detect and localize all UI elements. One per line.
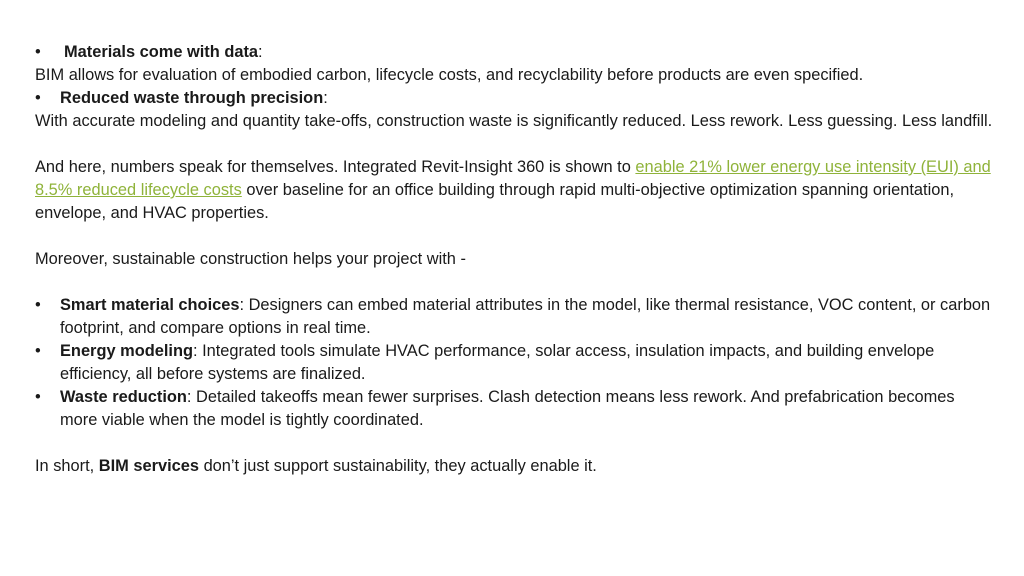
bullet-reduced-waste [35,87,995,110]
bullet-title-waste-reduction: Waste reduction [60,388,187,406]
bullet-materials [35,41,995,64]
bullet-dot: • [35,43,41,61]
spacer [35,133,995,156]
bullet-dot: • [35,388,41,406]
materials-body: BIM allows for evaluation of embodied carbon, lifecycle costs, and recyclability before products are even specified. [35,66,864,84]
bullet-body-smart-material: : Designers can embed material attributes in the model, like thermal resistance, VOC content, or carbon footprint, and compare options in real time. [60,296,991,337]
reduced-waste-body: With accurate modeling and quantity take-offs, construction waste is significantly reduced. Less rework. Less guessing. Less landfill. [35,112,993,130]
bullet-waste-reduction [35,386,995,432]
bullet-body-waste-reduction: : Detailed takeoffs mean fewer surprises. Clash detection means less rework. And prefabrication becomes more viable when the model is tightly coordinated. [60,388,955,429]
numbers-text-before: And here, numbers speak for themselves. Integrated Revit-Insight 360 is shown to [35,158,636,176]
eui-stat-link[interactable]: enable 21% lower energy use intensity (EUI) and 8.5% reduced lifecycle costs [35,158,991,199]
bullet-dot: • [35,342,41,360]
bullet-title-materials: Materials come with data [64,43,259,61]
bullet-colon: : [258,43,263,61]
spacer [35,225,995,248]
closing-text-before: In short, [35,457,99,475]
bullet-colon: : [323,89,328,107]
bullet-smart-material [35,294,995,340]
moreover-paragraph: Moreover, sustainable construction helps your project with - [35,250,466,268]
closing-paragraph [35,455,995,478]
numbers-paragraph [35,156,995,225]
spacer [35,271,995,294]
numbers-text-after: over baseline for an office building through rapid multi-objective optimization spanning orientation, envelope, and HVAC properties. [35,181,955,222]
spacer [35,432,995,455]
closing-bold-bim-services: BIM services [98,457,200,475]
bullet-energy-modeling [35,340,995,386]
bullet-title-reduced-waste: Reduced waste through precision [60,89,324,107]
bullet-dot: • [35,296,41,314]
bullet-body-energy-modeling: : Integrated tools simulate HVAC performance, solar access, insulation impacts, and building envelope efficiency, all before systems are finalized. [60,342,935,383]
closing-text-after: don’t just support sustainability, they actually enable it. [199,457,597,475]
slide-content [35,41,995,478]
bullet-dot: • [35,89,41,107]
bullet-title-energy-modeling: Energy modeling [60,342,193,360]
bullet-title-smart-material: Smart material choices [60,296,240,314]
